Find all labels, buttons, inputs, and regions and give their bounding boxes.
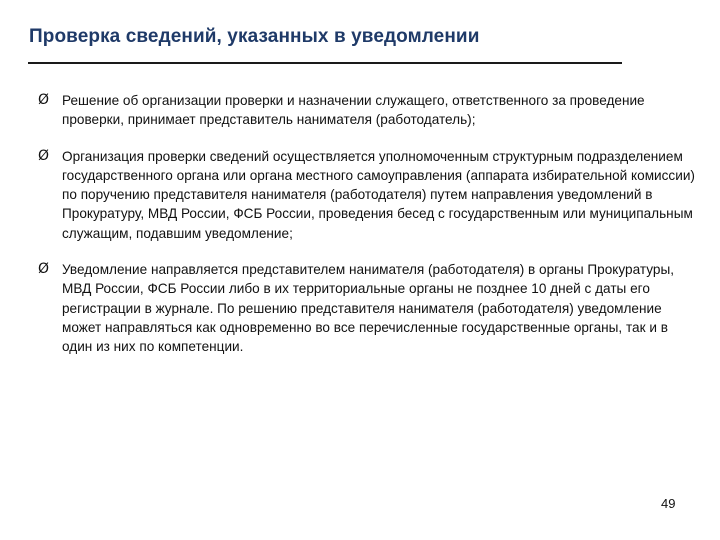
arrow-bullet-icon: Ø: [38, 92, 50, 108]
page-number: 49: [661, 496, 676, 511]
bullet-item: [36, 147, 696, 243]
bullet-text: Уведомление направляется представителем нанимателя (работодателя) в органы Прокуратуры, МВД России, ФСБ России либо в их территориальные органы не позднее 10 дней с даты его регистрации в журнале. По решению представителя нанимателя (работодателя) уведомление может направляться как одновременно во все перечисленные государственные органы, так и в один из них по компетенции.: [62, 262, 675, 355]
bullet-list: [36, 91, 696, 357]
arrow-bullet-icon: Ø: [38, 147, 50, 164]
bullet-text: Решение об организации проверки и назначении служащего, ответственного за проведение проверки, принимает представитель нанимателя (работодатель);: [62, 93, 645, 128]
bullet-text: Организация проверки сведений осуществляется уполномоченным структурным подразделением государственного органа или органа местного самоуправления (аппарата избирательной комиссии) по поручению представителя нанимателя (работодателя) путем направления уведомлений в Прокуратуру, МВД России, ФСБ России, проведения бесед с государственным или муниципальным служащим, подавшим уведомление;: [62, 148, 695, 241]
slide-title: Проверка сведений, указанных в уведомлении: [29, 26, 480, 47]
bullet-item: [36, 260, 696, 356]
arrow-bullet-icon: Ø: [38, 261, 50, 278]
title-divider: [28, 62, 622, 64]
bullet-item: [36, 91, 696, 130]
